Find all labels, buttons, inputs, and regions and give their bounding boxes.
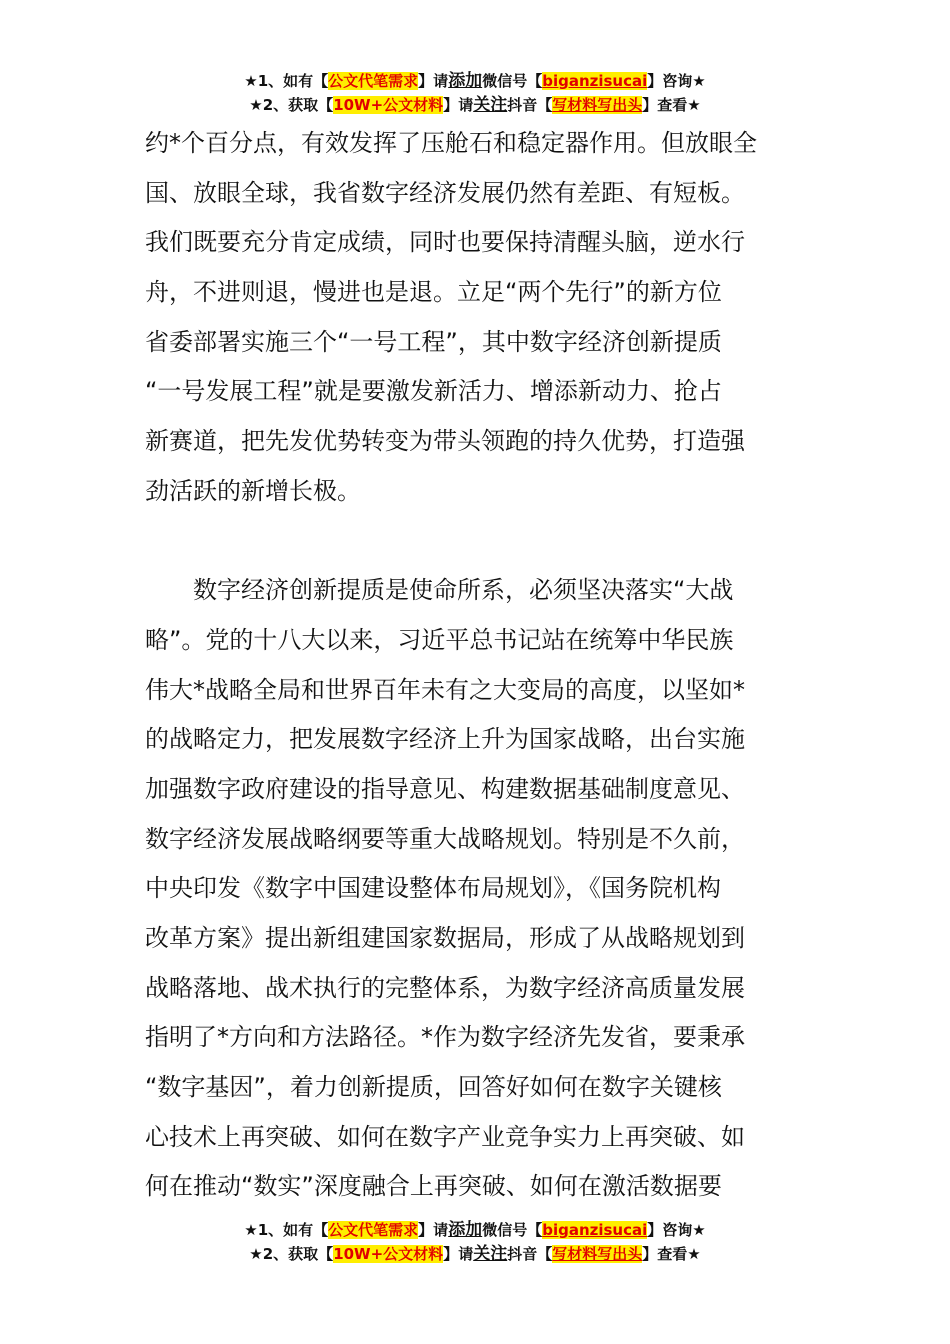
text-line: 我们既要充分肯定成绩，同时也要保持清醒头脑，逆水行 — [145, 228, 745, 257]
text-line: 改革方案》提出新组建国家数据局，形成了从战略规划到 — [145, 924, 745, 952]
text-line: 约*个百分点，有效发挥了压舱石和稳定器作用。但放眼全 — [145, 129, 757, 157]
text-line: 国、放眼全球，我省数字经济发展仍然有差距、有短板。 — [145, 178, 745, 207]
text-line: 略”。党的十八大以来，习近平总书记站在统筹中华民族 — [145, 625, 734, 654]
text-line: 劲活跃的新增长极。 — [145, 476, 361, 505]
text-line: “数字基因”，着力创新提质，回答好如何在数字关键核 — [145, 1073, 722, 1102]
text-line: 加强数字政府建设的指导意见、构建数据基础制度意见、 — [145, 774, 745, 803]
text-line: 数字经济发展战略纲要等重大战略规划。特别是不久前， — [145, 824, 745, 853]
banner-line-1: ★1、如有【公文代笔需求】请添加微信号【biganzisucai】咨询★ — [244, 71, 706, 91]
text-line: 新赛道，把先发优势转变为带头领跑的持久优势，打造强 — [145, 427, 745, 456]
highlight-materials: 10W+公文材料 — [333, 96, 444, 114]
wechat-id: biganzisucai — [542, 72, 648, 90]
text-line: 战略落地、战术执行的完整体系，为数字经济高质量发展 — [145, 973, 745, 1002]
text-line: 数字经济创新提质是使命所系，必须坚决落实“大战 — [145, 576, 734, 605]
banner-line-2: ★2、获取【10W+公文材料】请关注抖音【写材料写出头】查看★ — [249, 1244, 701, 1264]
banner-line-1: ★1、如有【公文代笔需求】请添加微信号【biganzisucai】咨询★ — [244, 1220, 706, 1240]
highlight-service: 公文代笔需求 — [328, 72, 419, 90]
text-line: 舟，不进则退，慢进也是退。立足“两个先行”的新方位 — [145, 278, 722, 307]
text-line: 心技术上再突破、如何在数字产业竞争实力上再突破、如 — [145, 1122, 745, 1151]
banner-line-2: ★2、获取【10W+公文材料】请关注抖音【写材料写出头】查看★ — [249, 95, 701, 115]
header-banner — [0, 69, 950, 117]
footer-banner — [0, 1218, 950, 1266]
text-line: 伟大*战略全局和世界百年未有之大变局的高度，以坚如* — [145, 675, 745, 704]
paragraph-2 — [145, 566, 810, 1212]
document-body — [145, 119, 810, 1212]
paragraph-1 — [145, 119, 810, 517]
text-line: 何在推动“数实”深度融合上再突破、如何在激活数据要 — [145, 1172, 722, 1201]
douyin-id: 写材料写出头 — [552, 96, 643, 114]
text-line: 省委部署实施三个“一号工程”，其中数字经济创新提质 — [145, 327, 722, 356]
text-line: 中央印发《数字中国建设整体布局规划》，《国务院机构 — [145, 874, 721, 903]
text-line: “一号发展工程”就是要激发新活力、增添新动力、抢占 — [145, 377, 722, 406]
text-line: 的战略定力，把发展数字经济上升为国家战略，出台实施 — [145, 725, 745, 754]
text-line: 指明了*方向和方法路径。*作为数字经济先发省，要秉承 — [145, 1023, 745, 1052]
